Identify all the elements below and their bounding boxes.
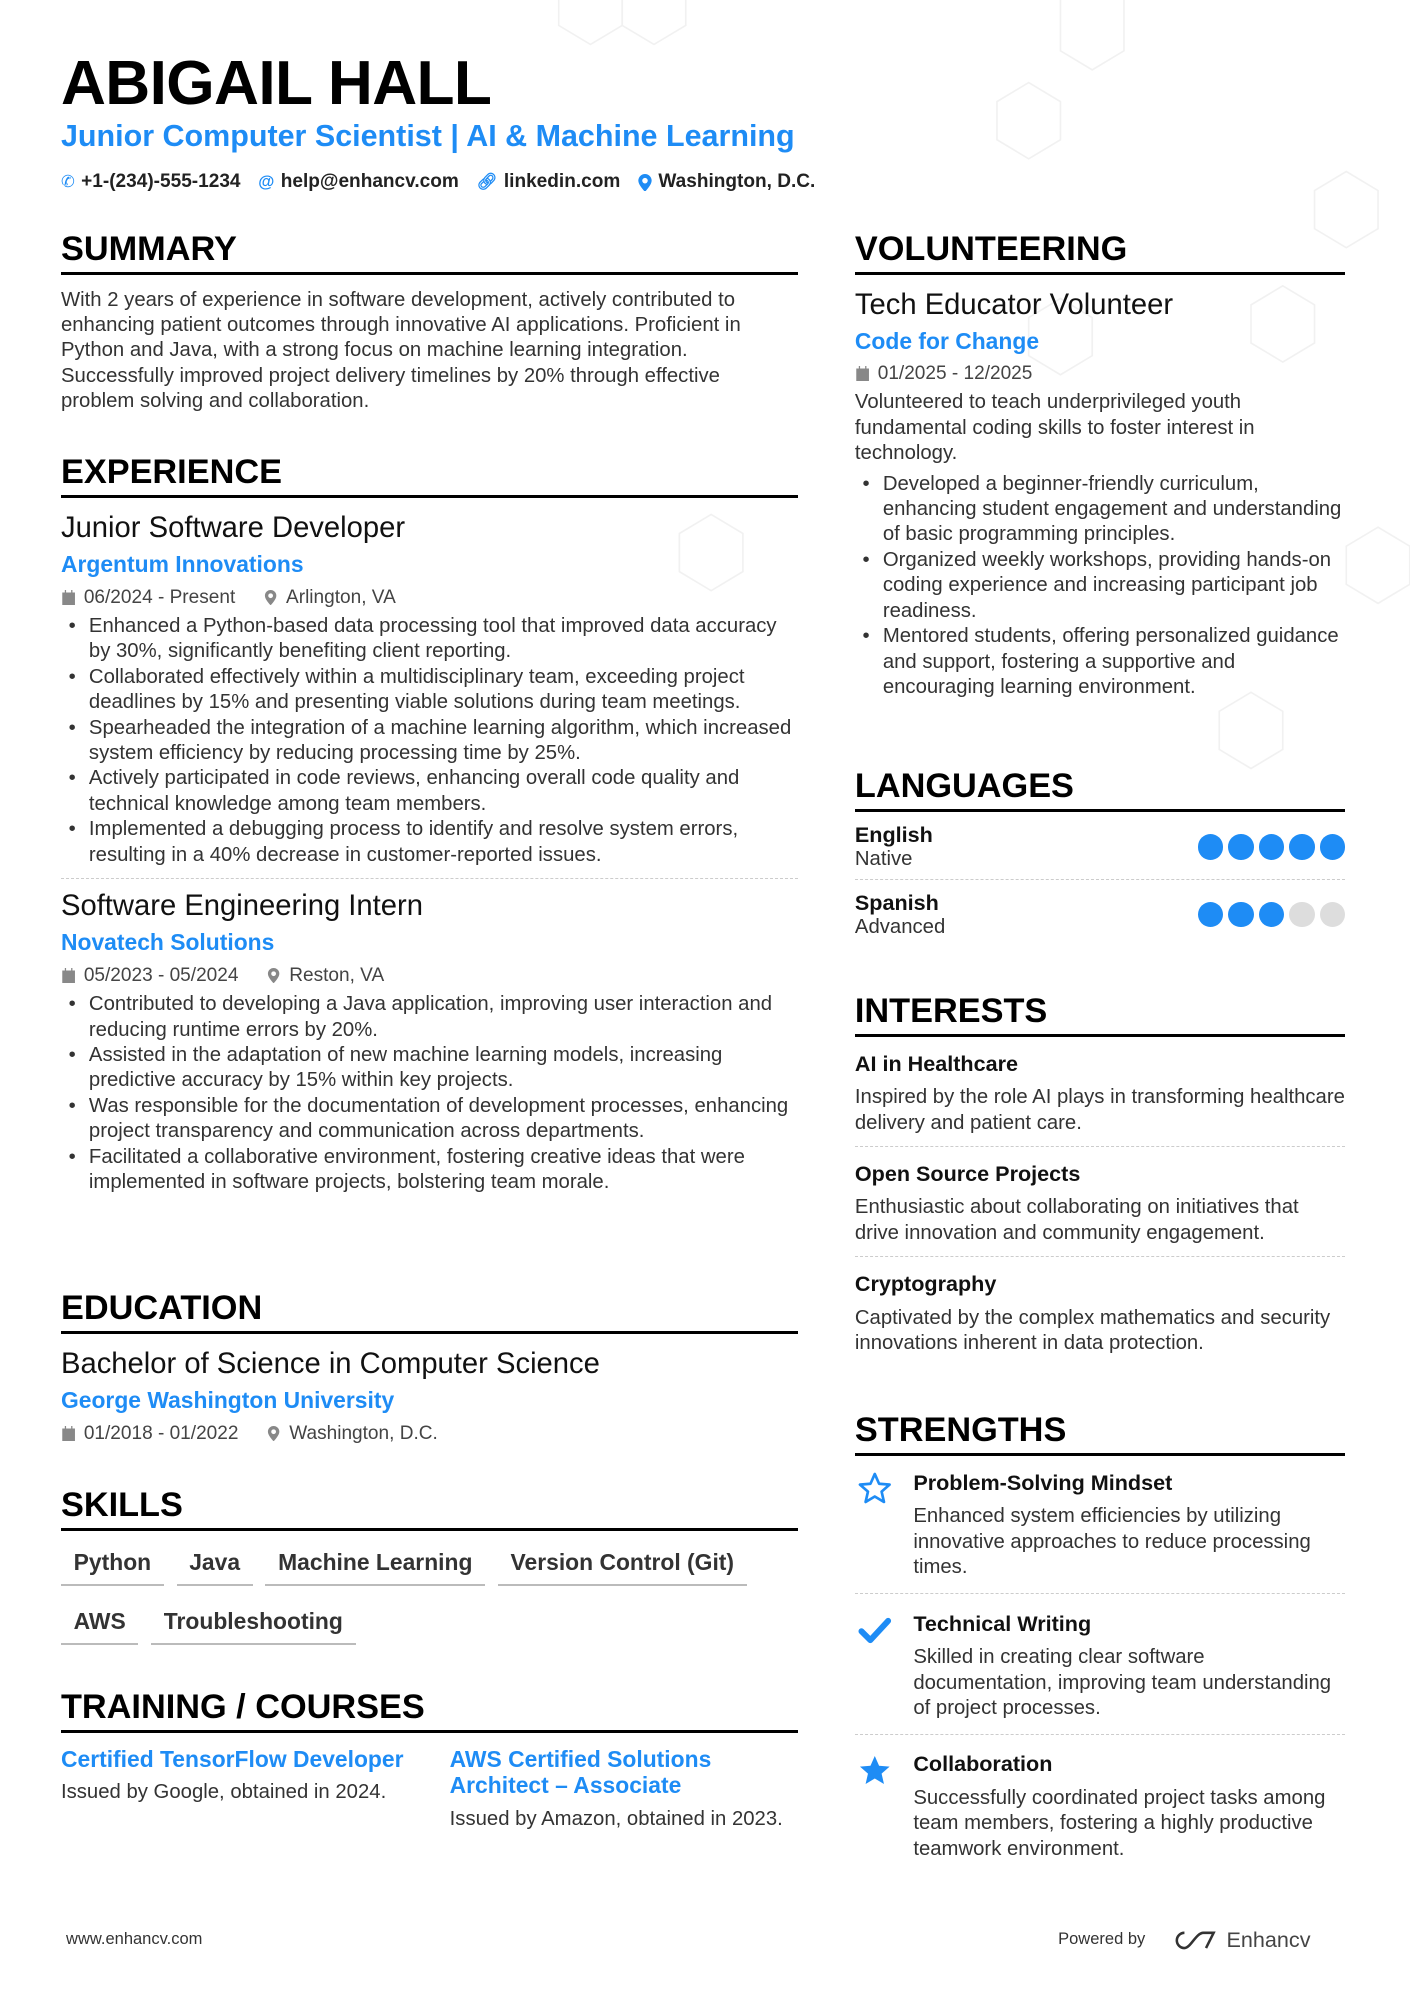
job-title: Software Engineering Intern — [60, 890, 423, 923]
interest-desc: Enthusiastic about collaborating on initiatives that drive innovation and community engagement. — [854, 1196, 1299, 1244]
phone-text: +1-(234)-555-1234 — [81, 171, 241, 193]
language-rating — [1198, 834, 1345, 859]
strength-item — [855, 1456, 1345, 1591]
education-section — [61, 1288, 798, 1450]
language-item — [855, 812, 1345, 879]
rating-dot-empty — [1320, 902, 1345, 927]
strength-title: Technical Writing — [913, 1610, 1092, 1636]
interest-desc: Captivated by the complex mathematics and security innovations inherent in data protection. — [854, 1306, 1331, 1355]
bullet-item: • Mentored students, offering personalized guidance and support, fostering a supportive and encouraging learning environment. — [855, 624, 1345, 700]
skill-tags — [61, 1544, 798, 1645]
job-dates: 06/2024 - Present — [83, 586, 236, 608]
bullet-item: • Collaborated effectively within a multidisciplinary team, exceeding project deadlines by 15% and presenting viable solutions during team meetings. — [61, 665, 798, 716]
section-heading: SKILLS — [61, 1485, 798, 1531]
rating-dot-empty — [1289, 902, 1314, 927]
volunteer-desc: Volunteered to teach underprivileged youth fundamental coding skills to foster interest in technology. — [854, 391, 1255, 465]
rating-dot-filled — [1289, 834, 1314, 859]
job-meta — [61, 585, 798, 610]
strength-desc: Successfully coordinated project tasks among team members, fostering a highly productive teamwork environment. — [913, 1786, 1326, 1860]
rating-dot-filled — [1320, 834, 1345, 859]
rating-dot-filled — [1198, 902, 1223, 927]
language-name: English — [854, 822, 933, 848]
strength-desc: Enhanced system efficiencies by utilizing innovative approaches to reduce processing times. — [913, 1505, 1311, 1579]
phone-contact — [61, 171, 241, 193]
education-location: Washington, D.C. — [289, 1422, 438, 1444]
section-heading: TRAINING / COURSES — [61, 1687, 798, 1733]
job-location: Arlington, VA — [286, 586, 396, 608]
job-bullets — [61, 614, 798, 868]
rating-dot-filled — [1228, 834, 1253, 859]
section-heading: EXPERIENCE — [61, 452, 798, 498]
divider — [855, 1256, 1345, 1257]
powered-by-text: Powered by — [1058, 1930, 1146, 1949]
section-heading: SUMMARY — [61, 229, 798, 275]
interest-title: Open Source Projects — [854, 1160, 1081, 1186]
education-meta — [61, 1421, 798, 1446]
languages-section — [855, 766, 1345, 947]
calendar-icon — [855, 366, 870, 381]
skill-tag: Java — [177, 1544, 253, 1586]
section-heading: STRENGTHS — [855, 1410, 1345, 1456]
education-dates: 01/2018 - 01/2022 — [83, 1422, 239, 1444]
star-outline-icon — [857, 1471, 893, 1507]
email-text[interactable]: help@enhancv.com — [280, 171, 459, 193]
job-entry — [61, 511, 798, 868]
skill-tag: Python — [61, 1544, 164, 1586]
divider — [855, 1734, 1345, 1735]
volunteer-title: Tech Educator Volunteer — [854, 288, 1174, 321]
calendar-icon — [61, 1426, 76, 1441]
rating-dot-filled — [1228, 902, 1253, 927]
skills-section — [61, 1485, 798, 1645]
divider — [855, 1593, 1345, 1594]
job-entry — [61, 889, 798, 1195]
summary-text: With 2 years of experience in software development, actively contributed to enhancing patient outcomes through innovative AI applications. Proficient in Python and Java, with a strong focus on machine learning integration. Successfully improved project delivery timelines by 20% through effective problem solving and collaboration. — [60, 288, 741, 413]
training-section — [61, 1687, 798, 1832]
strength-title: Problem-Solving Mindset — [913, 1469, 1173, 1495]
contact-bar — [61, 171, 815, 193]
job-meta — [61, 963, 798, 988]
location-text: Washington, D.C. — [658, 171, 816, 193]
at-icon: @ — [258, 172, 275, 191]
location-pin-icon — [263, 590, 278, 605]
skill-tag: Version Control (Git) — [498, 1544, 747, 1586]
enhancv-logo — [1173, 1927, 1310, 1953]
candidate-title: Junior Computer Scientist | AI & Machine Learning — [60, 119, 795, 154]
language-level: Advanced — [854, 916, 946, 939]
section-heading: VOLUNTEERING — [855, 229, 1345, 275]
volunteer-meta — [855, 361, 1345, 386]
bullet-item: • Implemented a debugging process to identify and resolve system errors, resulting in a 40% decrease in customer-reported issues. — [61, 817, 798, 868]
course-title: Certified TensorFlow Developer — [60, 1745, 404, 1772]
skill-tag: Machine Learning — [265, 1544, 485, 1586]
interest-desc: Inspired by the role AI plays in transforming healthcare delivery and patient care. — [854, 1086, 1345, 1134]
location-pin-icon — [266, 968, 281, 983]
volunteer-bullets — [855, 472, 1345, 701]
section-heading: LANGUAGES — [855, 766, 1345, 812]
enhancv-brand: Enhancv — [1226, 1926, 1311, 1952]
bullet-item: • Was responsible for the documentation of development processes, enhancing project transparency and communication across departments. — [61, 1094, 798, 1145]
language-item — [855, 880, 1345, 947]
bullet-item: • Organized weekly workshops, providing hands-on coding experience and increasing participant job readiness. — [855, 548, 1345, 624]
calendar-icon — [61, 590, 76, 605]
rating-dot-filled — [1259, 902, 1284, 927]
location-pin-icon — [638, 174, 652, 192]
rating-dot-filled — [1259, 834, 1284, 859]
strength-item — [855, 1597, 1345, 1732]
volunteer-dates: 01/2025 - 12/2025 — [877, 363, 1033, 385]
enhancv-logo-icon — [1173, 1929, 1219, 1952]
interest-title: Cryptography — [854, 1271, 997, 1297]
interests-section — [855, 991, 1345, 1357]
candidate-name: ABIGAIL HALL — [60, 49, 492, 119]
strength-desc: Skilled in creating clear software documentation, improving team understanding of project processes. — [913, 1646, 1332, 1719]
link-icon: 🔗︎ — [476, 172, 498, 191]
interest-title: AI in Healthcare — [854, 1050, 1018, 1076]
course-entry — [61, 1746, 409, 1832]
language-name: Spanish — [854, 890, 939, 916]
job-title: Junior Software Developer — [60, 512, 406, 545]
volunteering-section — [855, 229, 1345, 701]
bullet-item: • Actively participated in code reviews, enhancing overall code quality and technical knowledge among team members. — [61, 766, 798, 817]
bullet-item: • Facilitated a collaborative environment, fostering creative ideas that were implemented in software projects, bolstering team morale. — [61, 1145, 798, 1196]
footer-website[interactable]: www.enhancv.com — [66, 1929, 203, 1948]
star-filled-icon — [857, 1753, 893, 1789]
divider — [855, 1146, 1345, 1147]
strengths-section — [855, 1410, 1345, 1872]
section-heading: EDUCATION — [61, 1288, 798, 1334]
skill-tag: AWS — [61, 1603, 138, 1645]
location-contact — [638, 171, 815, 193]
bullet-item: • Developed a beginner-friendly curriculum, enhancing student engagement and understanding of basic programming principles. — [855, 472, 1345, 548]
job-location: Reston, VA — [289, 964, 385, 986]
course-entry — [450, 1746, 798, 1832]
section-heading: INTERESTS — [855, 991, 1345, 1037]
job-bullets — [61, 992, 798, 1195]
phone-icon: ✆ — [60, 173, 75, 192]
degree-title: Bachelor of Science in Computer Science — [60, 1347, 600, 1380]
bullet-item: • Spearheaded the integration of a machine learning algorithm, which increased system efficiency by reducing processing time by 25%. — [61, 716, 798, 767]
linkedin-text[interactable]: linkedin.com — [503, 171, 621, 193]
school-name: George Washington University — [60, 1387, 395, 1414]
language-rating — [1198, 902, 1345, 927]
bullet-item: • Enhanced a Python-based data processing tool that improved data accuracy by 30%, significantly benefiting client reporting. — [61, 614, 798, 665]
strength-item — [855, 1738, 1345, 1873]
strength-title: Collaboration — [913, 1751, 1053, 1777]
rating-dot-filled — [1198, 834, 1223, 859]
bullet-item: • Contributed to developing a Java application, improving user interaction and reducing runtime errors by 20%. — [61, 992, 798, 1043]
checkmark-icon — [857, 1612, 893, 1648]
language-level: Native — [854, 848, 913, 871]
summary-section — [61, 229, 798, 415]
course-title: AWS Certified Solutions Architect – Associate — [449, 1745, 712, 1799]
company-name: Argentum Innovations — [60, 551, 304, 578]
footer-branding — [1058, 1927, 1310, 1953]
job-dates: 05/2023 - 05/2024 — [83, 964, 239, 986]
company-name: Novatech Solutions — [60, 929, 275, 956]
divider — [61, 878, 798, 879]
location-pin-icon — [266, 1426, 281, 1441]
calendar-icon — [61, 968, 76, 983]
experience-section — [61, 452, 798, 1195]
skill-tag: Troubleshooting — [151, 1603, 355, 1645]
email-contact[interactable] — [258, 171, 458, 193]
course-desc: Issued by Amazon, obtained in 2023. — [449, 1807, 783, 1830]
bullet-item: • Assisted in the adaptation of new machine learning models, increasing predictive accuracy by 15% within key projects. — [61, 1043, 798, 1094]
volunteer-org: Code for Change — [854, 327, 1040, 354]
course-desc: Issued by Google, obtained in 2024. — [60, 1781, 387, 1804]
linkedin-contact[interactable] — [477, 171, 621, 193]
